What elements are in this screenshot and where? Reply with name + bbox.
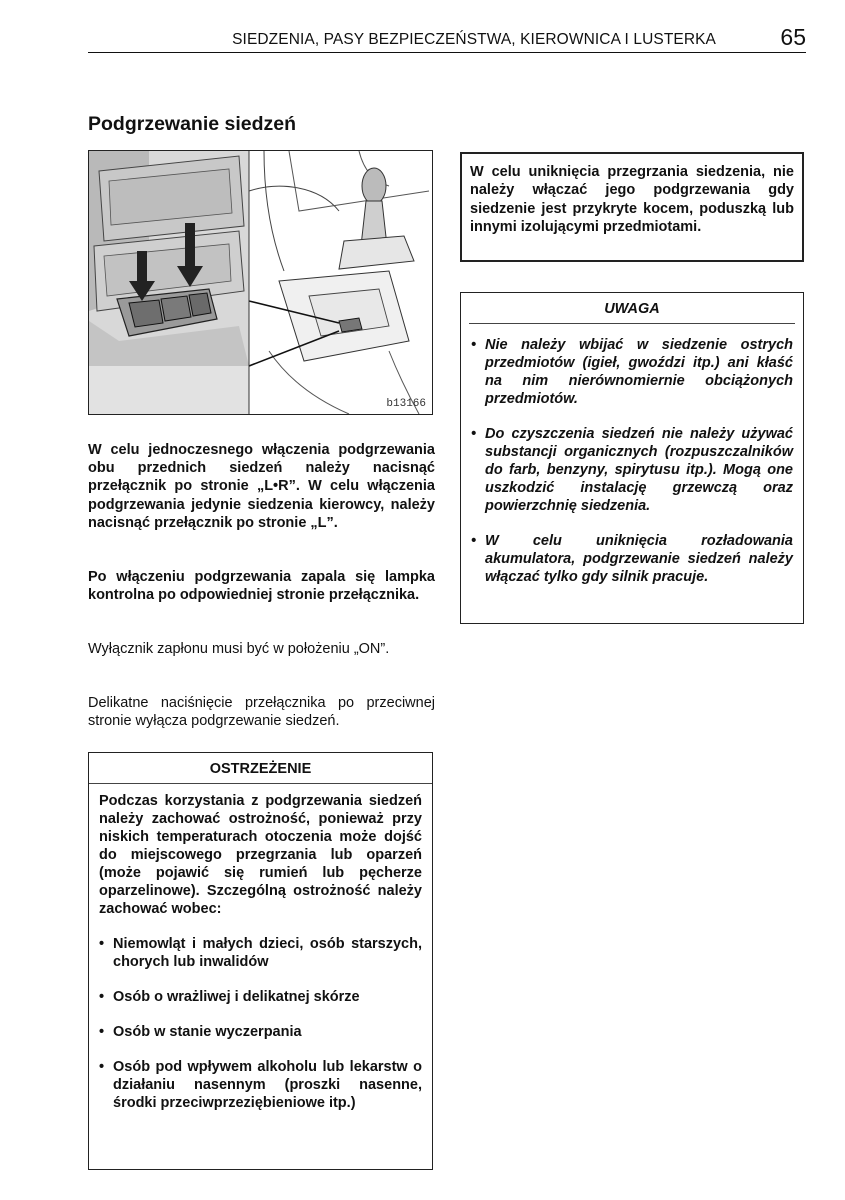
warning-list-item: • Osób pod wpływem alkoholu lub lekarstw o działaniu nasennym (proszki nasenne, środki przeciwprzeziębieniowe itp.) <box>99 1059 422 1111</box>
paragraph-indicator-lamp: Po włączeniu podgrzewania zapala się lampka kontrolna po odpowiedniej stronie przełącznika. <box>88 569 435 604</box>
warning-list-item: • Niemowląt i małych dzieci, osób starszych, chorych lub inwalidów <box>99 936 422 970</box>
warning-list-item: • Osób w stanie wyczerpania <box>99 1024 302 1040</box>
section-title: Podgrzewanie siedzeń <box>88 113 297 135</box>
caution-list-item: • Do czyszczenia siedzeń nie należy używać substancji organicznych (rozpuszczalników do farb, benzyny, spirytusu itp.). Mogą one uszkodzić instalację grzewczą oraz powierzchnię siedzenia. <box>471 426 793 514</box>
caution-body <box>461 336 803 586</box>
paragraph-ignition: Wyłącznik zapłonu musi być w położeniu „ON”. <box>88 641 390 657</box>
page-number: 65 <box>780 24 806 50</box>
seat-heater-switch-illustration <box>88 150 433 415</box>
caution-title: UWAGA <box>469 293 795 324</box>
figure-code: b13166 <box>386 398 426 410</box>
warning-list-item: • Osób o wrażliwej i delikatnej skórze <box>99 989 360 1005</box>
overheating-note-box: W celu uniknięcia przegrzania siedzenia, nie należy włączać jego podgrzewania gdy siedzenie jest przykryte kocem, poduszką lub innymi izolującymi przedmiotami. <box>460 152 804 262</box>
warning-box <box>88 752 433 1170</box>
page-header <box>88 26 806 53</box>
warning-title: OSTRZEŻENIE <box>89 753 432 784</box>
caution-list-item: • W celu uniknięcia rozładowania akumulatora, podgrzewanie siedzeń należy włączać tylko gdy silnik pracuje. <box>471 533 793 585</box>
caution-list-item: • Nie należy wbijać w siedzenie ostrych przedmiotów (igieł, gwoździ itp.) ani kłaść na nim nierównomiernie obciążonych przedmiotów. <box>471 337 793 407</box>
paragraph-turn-off: Delikatne naciśnięcie przełącznika po przeciwnej stronie wyłącza podgrzewanie siedzeń. <box>88 695 435 730</box>
console-drawing <box>89 151 432 414</box>
paragraph-switch-usage: W celu jednoczesnego włączenia podgrzewania obu przednich siedzeń należy nacisnąć przełącznik po stronie „L•R”. W celu włączenia podgrzewania jedynie siedzenia kierowcy, należy nacisnąć przełącznik po stronie „L”. <box>88 442 435 531</box>
running-header-title: SIEDZENIA, PASY BEZPIECZEŃSTWA, KIEROWNICA I LUSTERKA <box>232 31 716 48</box>
caution-box <box>460 292 804 624</box>
warning-intro: Podczas korzystania z podgrzewania siedzeń należy zachować ostrożność, ponieważ przy niskich temperaturach otoczenia może dojść do miejscowego przegrzania lub oparzeń (może pojawić się rumień lub pęcherze oparzelinowe). Szczególną ostrożność należy zachować wobec: <box>99 793 422 917</box>
warning-body <box>89 784 432 1112</box>
